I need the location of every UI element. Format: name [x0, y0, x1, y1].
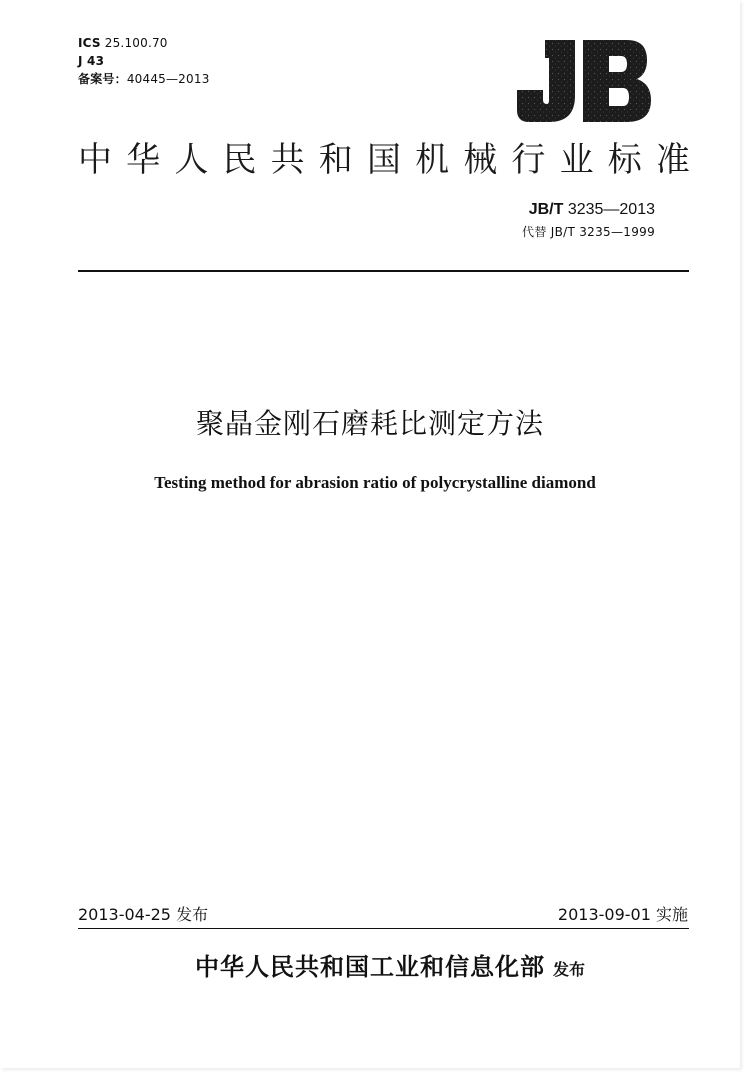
standard-number-block	[522, 200, 655, 241]
title-char: 械	[463, 140, 498, 180]
svg-text:JB: JB	[515, 36, 516, 37]
jb-logo-graphic	[515, 36, 653, 126]
jb-logo	[515, 36, 653, 126]
title-char: 业	[559, 140, 594, 180]
document-title-chinese: 聚晶金刚石磨耗比测定方法	[195, 407, 544, 440]
filing-number: 备案号：40445—2013	[78, 72, 210, 86]
title-char: 华	[126, 140, 161, 180]
class-code: J 43	[78, 54, 105, 68]
classification-block	[78, 34, 210, 88]
ics-code: ICS 25.100.70	[78, 36, 168, 50]
title-char: 准	[655, 140, 690, 180]
title-char: 中	[78, 140, 112, 180]
document-title-english: Testing method for abrasion ratio of polycrystalline diamond	[154, 473, 596, 492]
title-char: 和	[318, 140, 353, 180]
title-char: 标	[607, 140, 642, 180]
title-char: 机	[415, 140, 450, 180]
title-char: 共	[270, 140, 305, 180]
header-divider	[78, 270, 689, 272]
title-char: 民	[222, 140, 257, 180]
implementation-date: 2013-09-01 实施	[557, 905, 688, 924]
title-char: 行	[511, 140, 546, 180]
issuer-name: 中华人民共和国工业和信息化部	[194, 953, 545, 981]
standard-number: JB/T 3235—2013	[528, 201, 655, 218]
issuer-suffix: 发布	[552, 960, 585, 979]
title-char: 国	[366, 140, 401, 180]
footer-divider	[78, 928, 689, 929]
replaces-standard: 代替 JB/T 3235—1999	[522, 225, 655, 239]
publish-date: 2013-04-25 发布	[78, 905, 209, 924]
issuing-authority	[0, 950, 750, 987]
title-char: 人	[174, 140, 209, 180]
industry-standard-title	[78, 138, 690, 182]
